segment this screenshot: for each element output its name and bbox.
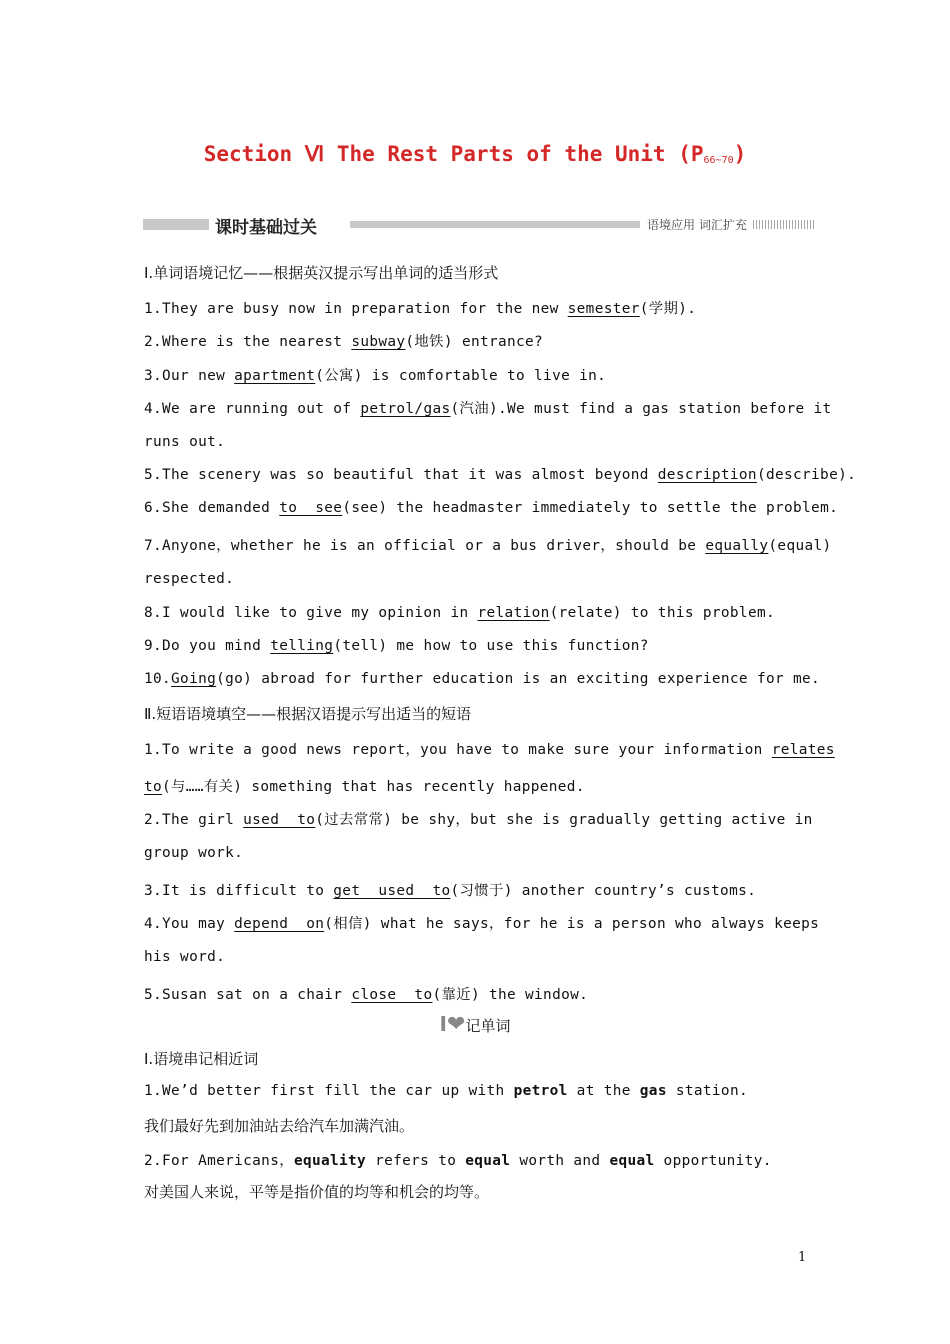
part2-heading: Ⅱ.短语语境填空——根据汉语提示写出适当的短语 — [144, 705, 472, 723]
answer-relation: relation — [477, 605, 550, 621]
exercise-9: 9.Do you mind telling(tell) me how to use this function? — [144, 638, 649, 654]
keyword-petrol: petrol — [513, 1083, 568, 1099]
keyword-gas: gas — [639, 1083, 667, 1099]
answer-going: Going — [171, 671, 217, 687]
i-love-words-heading: I❤记单词 — [439, 1012, 511, 1037]
answer-telling: telling — [270, 638, 334, 654]
exercise-8: 8.I would like to give my opinion in relation(relate) to this problem. — [144, 605, 775, 621]
keyword-equal: equal — [465, 1153, 511, 1169]
answer-semester: semester — [567, 301, 640, 317]
answer-subway: subway — [351, 334, 406, 350]
example-2: 2.For Americans，equality refers to equal worth and equal opportunity. — [144, 1153, 772, 1169]
part1-heading: Ⅰ.单词语境记忆——根据英汉提示写出单词的适当形式 — [144, 264, 499, 282]
banner-bar — [143, 212, 815, 236]
exercise-4: 4.We are running out of petrol/gas(汽油).We must find a gas station before it — [144, 401, 832, 417]
phrase-4: 4.You may depend on(相信) what he says，for he is a person who always keeps — [144, 916, 820, 932]
heart-icon: ❤ — [447, 1012, 466, 1037]
phrase-3: 3.It is difficult to get used to(习惯于) another country’s customs. — [144, 883, 757, 899]
phrase-2-cont: group work. — [144, 845, 244, 861]
answer-get-used-to: get used to — [333, 883, 451, 899]
banner-lead-block — [143, 219, 209, 230]
banner-label: 课时基础过关 — [215, 218, 317, 238]
keyword-equality: equality — [293, 1153, 367, 1169]
answer-depend-on: depend on — [234, 916, 325, 932]
exercise-6: 6.She demanded to see(see) the headmaster immediately to settle the problem. — [144, 500, 839, 516]
exercise-10: 10.Going(go) abroad for further education is an exciting experience for me. — [144, 671, 821, 687]
answer-close-to: close to — [351, 987, 433, 1003]
exercise-3: 3.Our new apartment(公寓) is comfortable to live in. — [144, 368, 607, 384]
exercise-2: 2.Where is the nearest subway(地铁) entrance? — [144, 334, 544, 350]
answer-apartment: apartment — [234, 368, 316, 384]
answer-used-to: used to — [243, 812, 316, 828]
phrase-2: 2.The girl used to(过去常常) be shy，but she is gradually getting active in — [144, 812, 813, 828]
example-1: 1.We’d better first fill the car up with petrol at the gas station. — [144, 1083, 748, 1099]
answer-to: to — [144, 779, 163, 795]
phrase-4-cont: his word. — [144, 949, 226, 965]
part3-heading: Ⅰ.语境串记相近词 — [144, 1050, 259, 1068]
banner-hatch — [753, 220, 815, 229]
answer-description: description — [657, 467, 757, 483]
exercise-7: 7.Anyone，whether he is an official or a bus driver，should be equally(equal) — [144, 538, 832, 554]
i-letter: I — [439, 1012, 447, 1036]
example-1-translation: 我们最好先到加油站去给汽车加满汽油。 — [144, 1117, 415, 1135]
phrase-5: 5.Susan sat on a chair close to(靠近) the window. — [144, 987, 589, 1003]
banner-right-text: 语境应用 词汇扩充 — [647, 218, 747, 232]
exercise-4-cont: runs out. — [144, 434, 226, 450]
answer-equally: equally — [705, 538, 769, 554]
keyword-equal-2: equal — [609, 1153, 655, 1169]
phrase-1: 1.To write a good news report，you have to make sure your information relates — [144, 742, 835, 758]
answer-petrol-gas: petrol/gas — [360, 401, 451, 417]
section-title: Section Ⅵ The Rest Parts of the Unit $(P_{66\sim 70})$ — [203, 142, 747, 166]
example-2-translation: 对美国人来说，平等是指价值的均等和机会的均等。 — [144, 1183, 490, 1201]
answer-to-see: to see — [279, 500, 343, 516]
banner-rule — [350, 221, 640, 228]
page-number: 1 — [798, 1250, 807, 1265]
phrase-1-cont: to(与……有关) something that has recently happened. — [144, 779, 585, 795]
exercise-5: 5.The scenery was so beautiful that it was almost beyond description(describe). — [144, 467, 857, 483]
exercise-1: 1.They are busy now in preparation for the new semester(学期). — [144, 301, 697, 317]
exercise-7-cont: respected. — [144, 571, 235, 587]
answer-relates: relates — [771, 742, 835, 758]
